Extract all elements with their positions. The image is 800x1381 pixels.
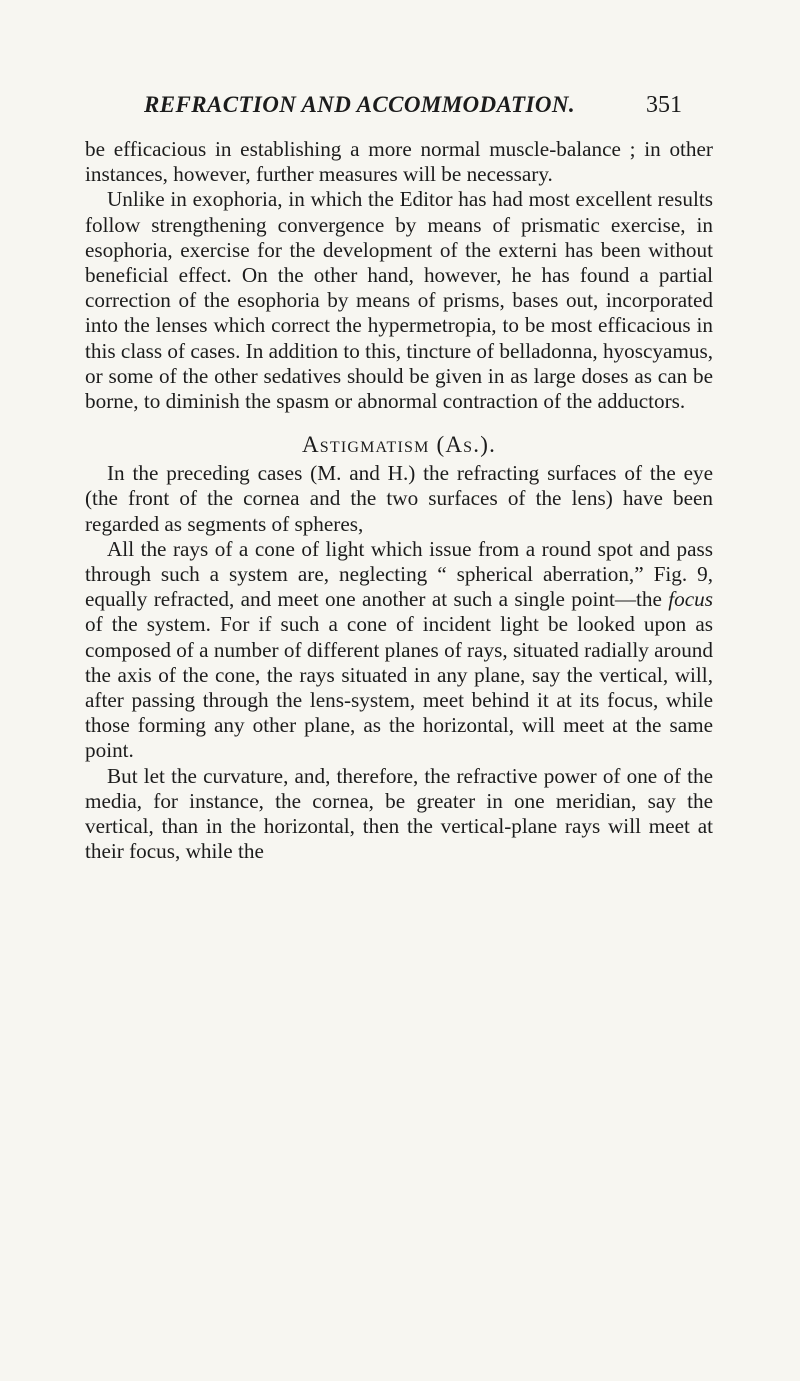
running-head xyxy=(0,87,800,123)
body-text xyxy=(85,137,713,864)
paragraph-cone-text-start: All the rays of a cone of light which issue from a round spot and pass through such a system are, neglecting “ spherical aberration,” Fig. 9, equally refracted, and meet one another at such a single point—the xyxy=(85,536,713,612)
paragraph-curvature: But let the curvature, and, therefore, the refractive power of one of the media, for instance, the cornea, be greater in one meridian, say the vertical, than in the horizontal, then the vertical-plane rays will meet at their focus, while the xyxy=(85,763,713,864)
paragraph-continuation: be efficacious in establishing a more normal muscle-balance ; in other instances, however, further measures will be necessary. xyxy=(85,137,713,187)
focus-term: focus xyxy=(668,587,713,612)
page-number: 351 xyxy=(646,92,682,118)
paragraph-refracting-surfaces: In the preceding cases (M. and H.) the refracting surfaces of the eye (the front of the cornea and the two surfaces of the lens) have been regarded as segments of spheres, xyxy=(85,461,713,536)
running-title: REFRACTION AND ACCOMMODATION. xyxy=(144,92,576,117)
paragraph-exophoria: Unlike in exophoria, in which the Editor has had most excellent results follow strengthening convergence by means of prismatic exercise, in esophoria, exercise for the development of the externi has been without beneficial effect. On the other hand, however, he has found a partial correction of the esophoria by means of prisms, bases out, incorporated into the lenses which correct the hypermetropia, to be most efficacious in this class of cases. In addition to this, tincture of belladonna, hyoscyamus, or some of the other sedatives should be given in as large doses as can be borne, to diminish the spasm or abnormal contraction of the adductors. xyxy=(85,187,713,414)
paragraph-cone-of-light xyxy=(85,537,713,764)
section-heading-astigmatism: Astigmatism (As.). xyxy=(301,432,497,458)
paragraph-cone-text-end: of the system. For if such a cone of incident light be looked upon as composed of a number of different planes of rays, situated radially around the axis of the cone, the rays situated in any plane, say the vertical, will, after passing through the lens-system, meet behind it at its focus, while those forming any other plane, as the horizontal, will meet at the same point. xyxy=(85,612,713,763)
